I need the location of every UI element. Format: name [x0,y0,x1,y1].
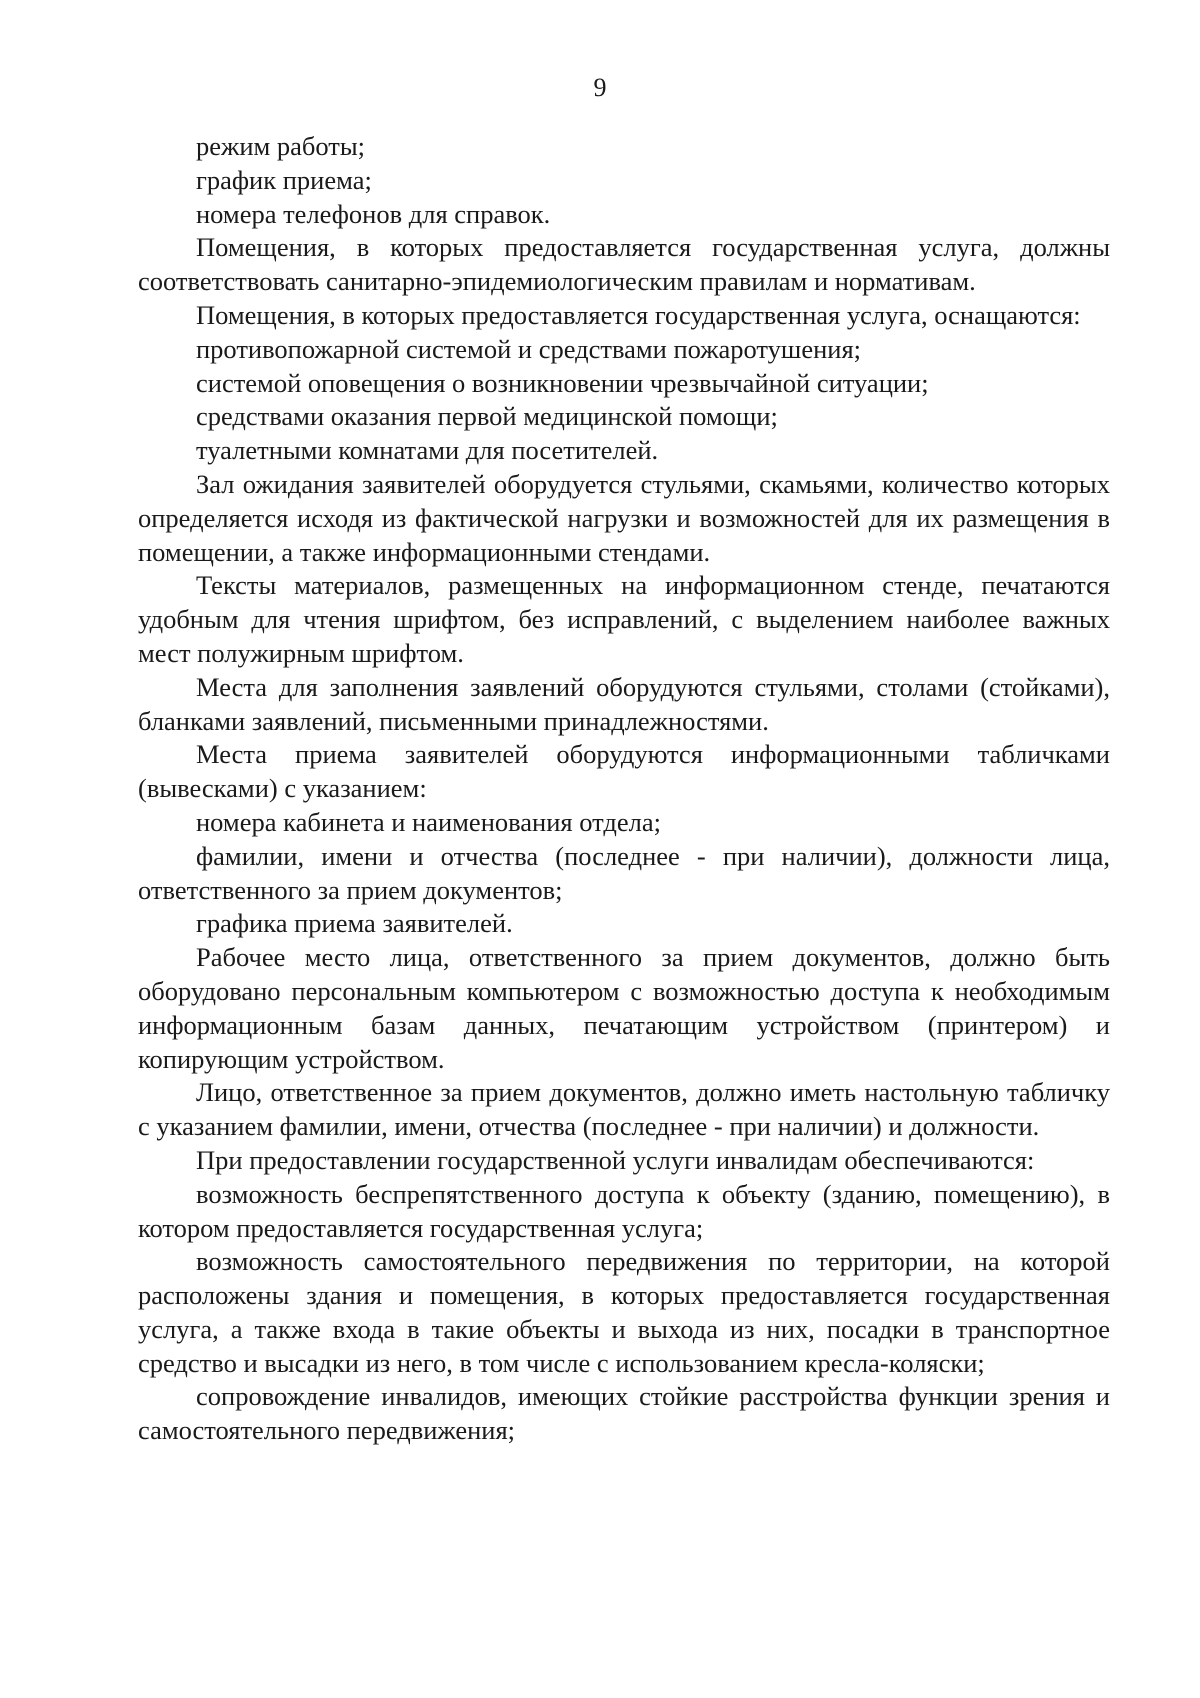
paragraph: Помещения, в которых предоставляется государственная услуга, оснащаются: [196,299,1081,330]
paragraph: график приема; [196,164,372,195]
paragraph: возможность беспрепятственного доступа к объекту (зданию, помещению), в котором предоставляется государственная услуга; [138,1178,1110,1243]
paragraph: возможность самостоятельного передвижения по территории, на которой расположены здания и помещения, в которых предоставляется государственная услуга, а также входа в такие объекты и выхода из них, посадки в транспортное средство и высадки из него, в том числе с использованием кресла-коляски; [138,1246,1110,1378]
paragraph: режим работы; [196,131,366,161]
paragraph: Тексты материалов, размещенных на информационном стенде, печатаются удобным для чтения шрифтом, без исправлений, с выделением наиболее важных мест полужирным шрифтом. [138,570,1110,668]
document-body [138,130,1110,1448]
paragraph: графика приема заявителей. [196,908,513,939]
paragraph: номера кабинета и наименования отдела; [196,806,661,837]
paragraph: Лицо, ответственное за прием документов, должно иметь настольную табличку с указанием фамилии, имени, отчества (последнее - при наличии) и должности. [138,1077,1110,1142]
paragraph: средствами оказания первой медицинской помощи; [196,401,778,432]
paragraph: сопровождение инвалидов, имеющих стойкие расстройства функции зрения и самостоятельного передвижения; [138,1381,1110,1446]
paragraph: номера телефонов для справок. [196,198,551,229]
paragraph: системой оповещения о возникновении чрезвычайной ситуации; [196,367,929,398]
paragraph: Места для заполнения заявлений оборудуются стульями, столами (стойками), бланками заявлений, письменными принадлежностями. [138,671,1110,736]
paragraph: При предоставлении государственной услуги инвалидам обеспечиваются: [196,1144,1035,1175]
paragraph: Рабочее место лица, ответственного за прием документов, должно быть оборудовано персональным компьютером с возможностью доступа к необходимым информационным базам данных, печатающим устройством (принтером) и копирующим устройством. [138,942,1110,1074]
paragraph: противопожарной системой и средствами пожаротушения; [196,333,861,364]
paragraph: фамилии, имени и отчества (последнее - при наличии), должности лица, ответственного за прием документов; [138,840,1110,905]
paragraph: Места приема заявителей оборудуются информационными табличками (вывесками) с указанием: [138,739,1110,804]
paragraph: туалетными комнатами для посетителей. [196,435,659,466]
page-number: 9 [593,73,607,102]
paragraph: Помещения, в которых предоставляется государственная услуга, должны соответствовать санитарно-эпидемиологическим правилам и нормативам. [138,232,1110,297]
paragraph: Зал ожидания заявителей оборудуется стульями, скамьями, количество которых определяется исходя из фактической нагрузки и возможностей для их размещения в помещении, а также информационными стендами. [138,468,1110,567]
